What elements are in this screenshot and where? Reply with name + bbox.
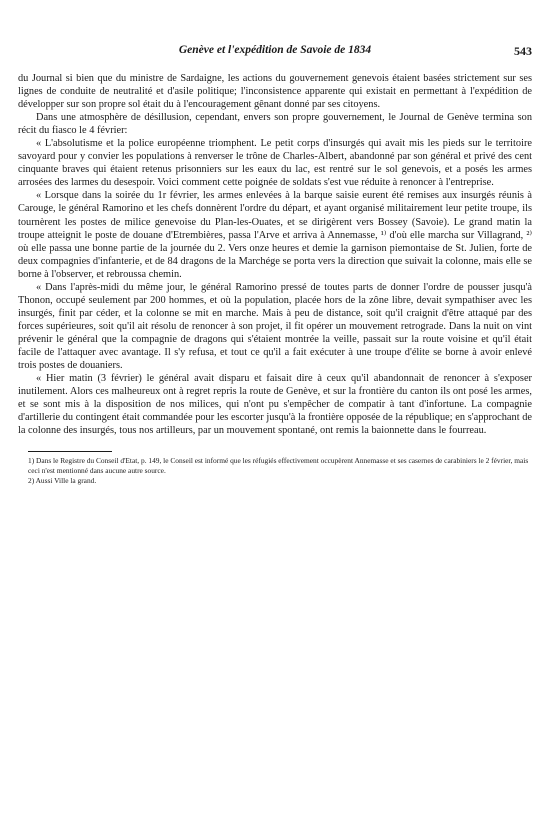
footnote-divider	[28, 451, 112, 452]
footnotes	[18, 451, 532, 485]
footnote: 2) Aussi Ville la grand.	[28, 476, 97, 486]
quote-paragraph: « Dans l'après-midi du même jour, le général Ramorino pressé de toutes parts de donner l'ordre de pousser jusqu'à Thonon, occupé seulement par 200 hommes, et où la population, placée hors de la zône libre, devait sympathiser avec les insurgés, finit par céder, et la colonne se mit en marche. Mais à peu de distance, soit qu'il craignit d'être attaqué par des forces supérieures, soit qu'il ait résolu de renoncer à son projet, il fit opérer un mouvement retrograde. Dans la nuit on vint prévenir le général que la compagnie de dragons qui s'étaient montrée la veille, passait sur la route voisine et qu'il était facile de l'attaquer avec avantage. Il s'y refusa, et tout ce qu'il a fait exécuter à une troupe d'élite se borne à avoir enlevé trois postes de douaniers.	[18, 281, 532, 372]
body-text	[18, 72, 532, 437]
running-title: Genève et l'expédition de Savoie de 1834	[178, 44, 372, 56]
quote-paragraph: « L'absolutisme et la police européenne triomphent. Le petit corps d'insurgés qui avait mis les pieds sur le territoire savoyard pour y convier les populations à renverser le trône de Charles-Albert, abandonné par son général et privé des cent cinquante braves qui étaient retenus prisonniers sur les eaux du lac, est rentré sur le sol genevois, et a posés les armes arrosées des larmes du desespoir. Voici comment cette poignée de soldats s'est vue réduite à renoncer à l'entreprise.	[18, 138, 532, 189]
document-page	[18, 44, 532, 487]
page-number: 543	[514, 44, 532, 58]
footnote: 1) Dans le Registre du Conseil d'Etat, p. 149, le Conseil est informé que les réfugiés effectivement occupèrent Annemasse et ses casernes de carabiniers le 2 février, mais ceci n'est mentionné dans aucune autre source.	[28, 456, 529, 475]
paragraph: Dans une atmosphère de désillusion, cependant, envers son propre gouvernement, le Journal de Genève termina son récit du fiasco le 4 février:	[18, 112, 532, 137]
running-header	[18, 44, 532, 62]
quote-paragraph: « Hier matin (3 février) le général avait disparu et faisait dire à ceux qu'il abandonnait de renoncer à s'exposer inutilement. Alors ces malheureux ont à regret repris la route de Genève, et sur la frontière du canton ils ont posé les armes, et se sont mis à la disposition de nos milices, qui n'ont pu s'empêcher de compatir à tant d'infortune. La compagnie d'artillerie du contingent était commandée pour les escorter jusqu'à la frontière opposée de la république; en s'approchant de la colonne des insurgés, tous nos artilleurs, par un mouvement spontané, ont remis la baionnette dans le fourreau.	[18, 373, 532, 437]
paragraph: du Journal si bien que du ministre de Sardaigne, les actions du gouvernement genevois étaient basées strictement sur ses lignes de conduite de neutralité et d'asile politique; l'inconsistence apparente qui existait en permettant à l'expédition de développer sur son propre sol était du à l'encouragement gênant donné par ses citoyens.	[18, 73, 532, 111]
quote-paragraph: « Lorsque dans la soirée du 1r février, les armes enlevées à la barque saisie eurent été remises aux insurgés réunis à Carouge, le général Ramorino et les chefs donnèrent l'ordre du départ, et ayant organisé militairement leur petite troupe, ils tournèrent les postes de milice genevoise du Plan-les-Ouates, et se dirigèrent vers Bossey (Savoie). Le grand matin la troupe atteignit le poste de douane d'Etrembières, passa l'Arve et arriva à Annemasse, ¹⁾ d'où elle marcha sur Villagrand, ²⁾ où elle passa une bonne partie de la journée du 2. Vers onze heures et demie la garnison piemontaise de St. Julien, forte de deux compagnies d'infanterie, et de 84 dragons de la Marchége se porta vers la direction que suivait la colonne, mais elle se borne à l'observer, et rebroussa chemin.	[18, 190, 532, 280]
